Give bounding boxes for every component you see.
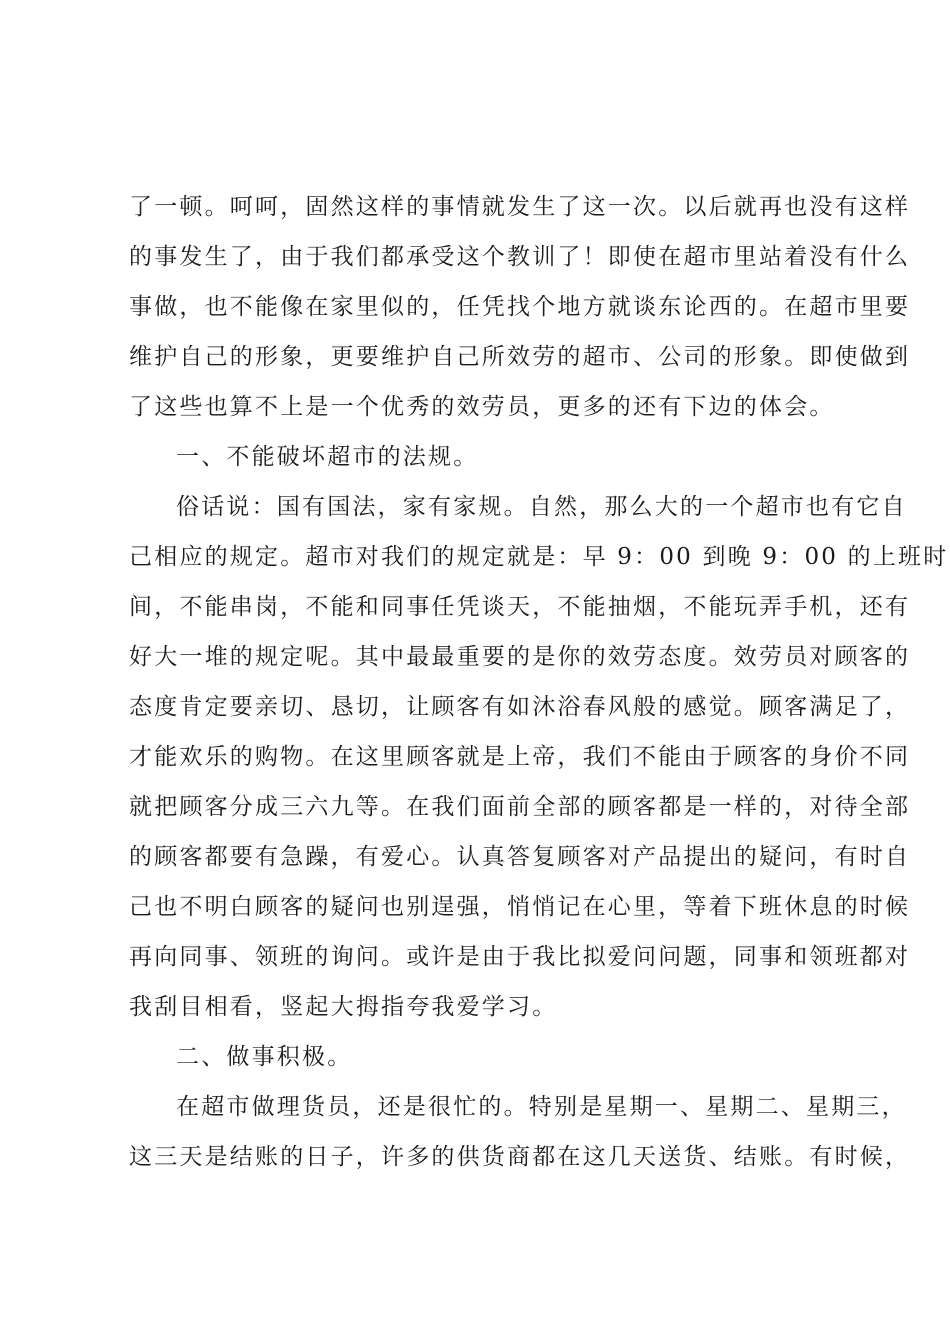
- text-line: 了这些也算不上是一个优秀的效劳员，更多的还有下边的体会。: [129, 394, 835, 420]
- text-line: 就把顾客分成三六九等。在我们面前全部的顾客都是一样的，对待全部: [129, 794, 911, 820]
- text-line: 态度肯定要亲切、恳切，让顾客有如沐浴春风般的感觉。顾客满足了，: [129, 694, 911, 720]
- text-line: 的事发生了，由于我们都承受这个教训了！即使在超市里站着没有什么: [129, 244, 911, 270]
- text-line: 的顾客都要有急躁，有爱心。认真答复顾客对产品提出的疑问，有时自: [129, 844, 911, 870]
- section-heading-2: 二、做事积极。: [176, 1044, 353, 1070]
- text-line: 事做，也不能像在家里似的，任凭找个地方就谈东论西的。在超市里要: [129, 294, 911, 320]
- section-heading-1: 一、不能破坏超市的法规。: [176, 444, 479, 470]
- text-line: 己也不明白顾客的疑问也别逞强，悄悄记在心里，等着下班休息的时候: [129, 894, 911, 920]
- text-line: 维护自己的形象，更要维护自己所效劳的超市、公司的形象。即使做到: [129, 344, 911, 370]
- text-line: 间，不能串岗，不能和同事任凭谈天，不能抽烟，不能玩弄手机，还有: [129, 594, 911, 620]
- paragraph-start: 俗话说：国有国法，家有家规。自然，那么大的一个超市也有它自: [176, 494, 907, 520]
- text-line: 己相应的规定。超市对我们的规定就是：早 9：00 到晚 9：00 的上班时: [129, 544, 949, 570]
- document-body: [129, 182, 949, 1182]
- text-line: 才能欢乐的购物。在这里顾客就是上帝，我们不能由于顾客的身价不同: [129, 744, 911, 770]
- paragraph-start: 在超市做理货员，还是很忙的。特别是星期一、星期二、星期三，: [176, 1094, 907, 1120]
- text-line: 了一顿。呵呵，固然这样的事情就发生了这一次。以后就再也没有这样: [129, 194, 911, 220]
- text-line: 这三天是结账的日子，许多的供货商都在这几天送货、结账。有时候，: [129, 1144, 911, 1170]
- text-line: 再向同事、领班的询问。或许是由于我比拟爱问问题，同事和领班都对: [129, 944, 911, 970]
- text-line: 好大一堆的规定呢。其中最最重要的是你的效劳态度。效劳员对顾客的: [129, 644, 911, 670]
- text-line: 我刮目相看，竖起大拇指夸我爱学习。: [129, 994, 558, 1020]
